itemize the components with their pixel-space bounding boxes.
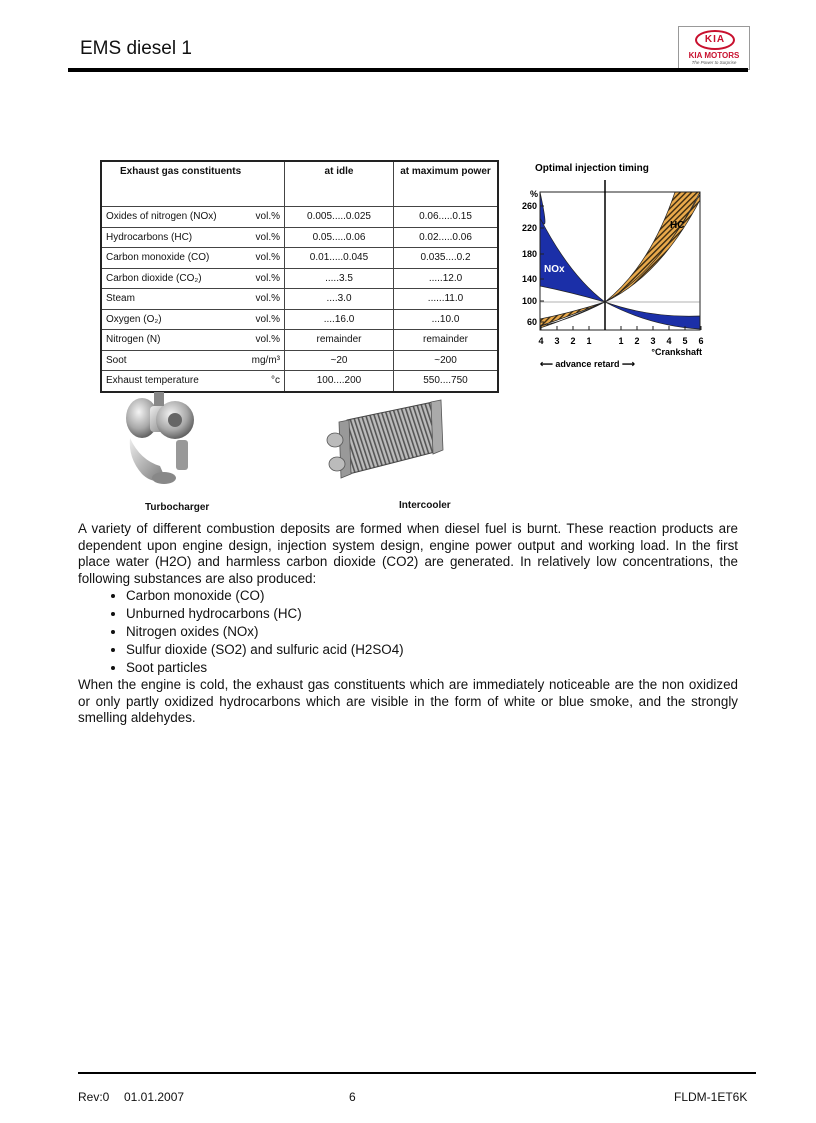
- list-item: • Soot particles: [126, 659, 738, 677]
- header-divider: [68, 68, 748, 72]
- idle-value: 0.005.....0.025: [285, 207, 394, 228]
- logo-tagline: The Power to Surprise: [691, 60, 737, 65]
- y-tick-label: 180: [521, 249, 537, 259]
- constituent-name: Oxygen (O₂): [106, 313, 162, 325]
- intercooler-caption: Intercooler: [399, 500, 451, 511]
- idle-value: 0.05.....0.06: [285, 227, 394, 248]
- max-power-value: ......11.0: [394, 289, 499, 310]
- idle-value: ....16.0: [285, 309, 394, 330]
- table-header-row: [101, 161, 498, 207]
- constituent-cell: [101, 309, 285, 330]
- chart-title: Optimal injection timing: [535, 163, 649, 174]
- table-row: [101, 268, 498, 289]
- x-tick-label: 1: [586, 336, 592, 346]
- x-tick-label: 5: [682, 336, 688, 346]
- constituent-unit: vol.%: [255, 334, 280, 346]
- y-tick-label: 100: [521, 296, 537, 306]
- arrow-right-icon: ⟶: [619, 359, 635, 369]
- constituent-name: Carbon monoxide (CO): [106, 252, 210, 264]
- list-item: • Carbon monoxide (CO): [126, 587, 738, 605]
- footer-divider: [78, 1072, 756, 1074]
- constituent-cell: [101, 268, 285, 289]
- arrow-left-icon: ⟵: [540, 359, 556, 369]
- idle-value: 0.01.....0.045: [285, 248, 394, 269]
- constituent-unit: vol.%: [255, 231, 280, 243]
- y-tick-label: 140: [521, 274, 537, 284]
- constituent-unit: vol.%: [255, 313, 280, 325]
- max-power-value: 0.02.....0.06: [394, 227, 499, 248]
- paragraph-intro: A variety of different combustion deposits are formed when diesel fuel is burnt. These reaction products are dependent upon engine design, injection system design, engine power output and working load. In the first place water (H2O) and harmless carbon dioxide (CO2) are generated. In relatively low concentrations, the following substances are also produced:: [78, 521, 738, 586]
- table-row: [101, 227, 498, 248]
- chart-direction: [540, 359, 635, 369]
- constituent-cell: [101, 330, 285, 351]
- table-row: [101, 350, 498, 371]
- table-row: [101, 248, 498, 269]
- max-power-value: 0.035....0.2: [394, 248, 499, 269]
- hc-label: HC: [670, 220, 685, 231]
- header-max-power: at maximum power: [394, 161, 499, 207]
- constituent-name: Carbon dioxide (CO₂): [106, 272, 202, 284]
- constituent-unit: vol.%: [255, 211, 280, 223]
- idle-value: 100....200: [285, 371, 394, 392]
- intercooler-image: [325, 396, 450, 484]
- constituent-unit: vol.%: [255, 272, 280, 284]
- nox-label: NOx: [544, 264, 565, 275]
- constituent-cell: [101, 207, 285, 228]
- y-tick-label: 220: [521, 223, 537, 233]
- chart-xlabel: °Crankshaft: [651, 347, 702, 357]
- constituent-unit: vol.%: [255, 252, 280, 264]
- substance-list: [78, 587, 738, 677]
- constituent-name: Nitrogen (N): [106, 334, 161, 346]
- x-tick-label: 1: [618, 336, 624, 346]
- y-tick-label: 60: [526, 317, 537, 327]
- constituent-name: Steam: [106, 293, 135, 305]
- constituent-cell: [101, 227, 285, 248]
- constituent-unit: °c: [271, 375, 280, 387]
- footer-rev: Rev:0: [78, 1090, 110, 1104]
- table-row: [101, 330, 498, 351]
- x-tick-label: 2: [570, 336, 576, 346]
- max-power-value: ~200: [394, 350, 499, 371]
- constituent-unit: vol.%: [255, 293, 280, 305]
- logo-name: KIA MOTORS: [688, 51, 740, 60]
- max-power-value: ...10.0: [394, 309, 499, 330]
- constituent-name: Hydrocarbons (HC): [106, 231, 193, 243]
- logo-brand: KIA: [695, 30, 735, 50]
- footer-doc-code: FLDM-1ET6K: [674, 1090, 748, 1104]
- constituent-cell: [101, 289, 285, 310]
- idle-value: .....3.5: [285, 268, 394, 289]
- x-tick-label: 6: [698, 336, 704, 346]
- idle-value: ....3.0: [285, 289, 394, 310]
- list-item: • Unburned hydrocarbons (HC): [126, 605, 738, 623]
- max-power-value: remainder: [394, 330, 499, 351]
- idle-value: ~20: [285, 350, 394, 371]
- footer-date: 01.01.2007: [124, 1090, 185, 1104]
- nox-band-top: [540, 192, 545, 224]
- constituent-cell: [101, 248, 285, 269]
- list-item: • Nitrogen oxides (NOx): [126, 623, 738, 641]
- direction-advance: advance: [555, 359, 592, 369]
- y-tick-label: 260: [521, 201, 537, 211]
- header-idle: at idle: [285, 161, 394, 207]
- max-power-value: 550....750: [394, 371, 499, 392]
- constituent-unit: mg/m³: [251, 354, 280, 366]
- body-text: [78, 521, 738, 727]
- x-tick-label: 2: [634, 336, 640, 346]
- chart-ylabel: %: [530, 189, 539, 199]
- page-title: EMS diesel 1: [80, 38, 192, 59]
- direction-retard: retard: [593, 359, 620, 369]
- max-power-value: .....12.0: [394, 268, 499, 289]
- constituent-name: Oxides of nitrogen (NOx): [106, 211, 217, 223]
- x-tick-label: 4: [666, 336, 672, 346]
- exhaust-gas-table: [100, 160, 499, 393]
- max-power-value: 0.06.....0.15: [394, 207, 499, 228]
- list-item: • Sulfur dioxide (SO2) and sulfuric acid (H2SO4): [126, 641, 738, 659]
- turbocharger-image: [120, 388, 200, 493]
- header-constituents: Exhaust gas constituents: [101, 161, 285, 207]
- x-tick-label: 3: [554, 336, 560, 346]
- x-tick-label: 3: [650, 336, 656, 346]
- x-tick-label: 4: [538, 336, 544, 346]
- constituent-name: Exhaust temperature: [106, 375, 199, 387]
- injection-timing-chart: [510, 158, 710, 378]
- turbocharger-caption: Turbocharger: [145, 502, 210, 513]
- table-row: [101, 207, 498, 228]
- constituent-name: Soot: [106, 354, 127, 366]
- table-row: [101, 309, 498, 330]
- kia-logo: [678, 26, 750, 70]
- table-row: [101, 289, 498, 310]
- idle-value: remainder: [285, 330, 394, 351]
- constituent-cell: [101, 350, 285, 371]
- footer-page-number: 6: [349, 1090, 356, 1104]
- paragraph-cold-engine: When the engine is cold, the exhaust gas constituents which are immediately noticeable are the non oxidized or only partly oxidized hydrocarbons which are visible in the form of white or blue smoke, and the strongly smelling aldehydes.: [78, 677, 738, 725]
